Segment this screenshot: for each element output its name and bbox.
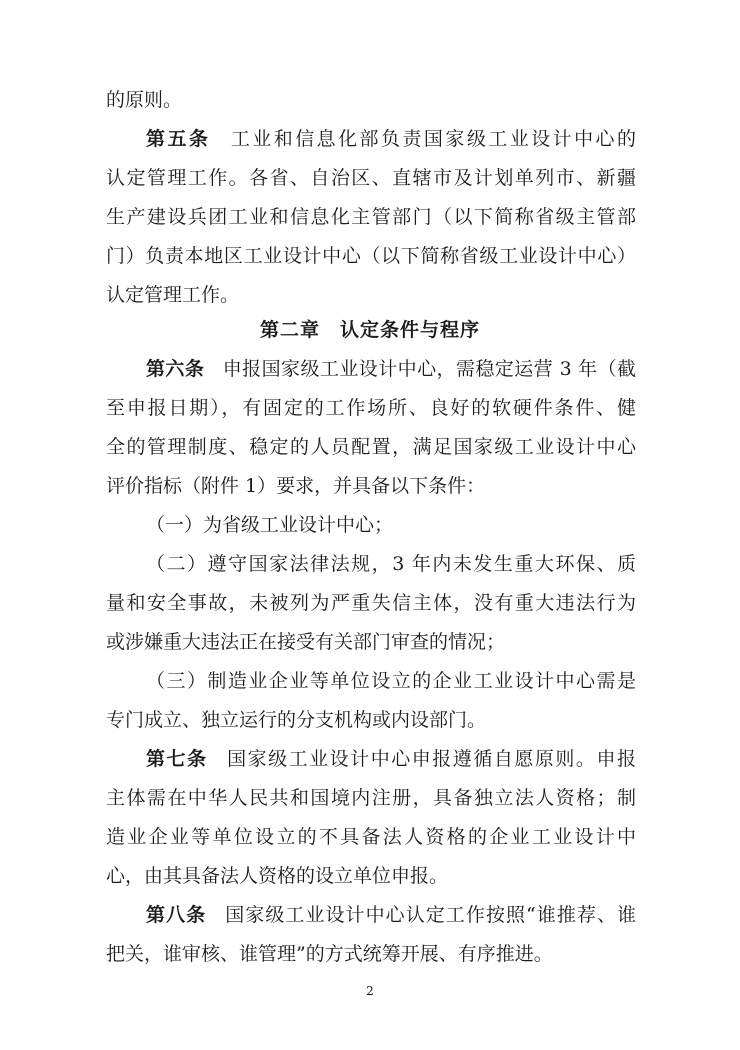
paragraph-line: 门）负责本地区工业设计中心（以下简称省级工业设计中心） — [106, 245, 636, 267]
paragraph-line: 主体需在中华人民共和国境内注册，具备独立法人资格；制 — [106, 787, 636, 809]
page-number: 2 — [366, 984, 374, 998]
paragraph-line: 全的管理制度、稳定的人员配置，满足国家级工业设计中心 — [106, 436, 636, 458]
article-7-label: 第七条 — [146, 748, 208, 770]
list-item-1: （一）为省级工业设计中心； — [146, 514, 394, 536]
article-6-first-line — [146, 358, 636, 380]
paragraph-line: 或涉嫌重大违法正在接受有关部门审查的情况； — [106, 631, 506, 653]
list-item-2: （二）遵守国家法律法规，3 年内未发生重大环保、质 — [146, 553, 636, 575]
paragraph-line: 造业企业等单位设立的不具备法人资格的企业工业设计中 — [106, 826, 636, 848]
chapter-heading: 第二章 认定条件与程序 — [259, 319, 480, 341]
article-5-first-line — [146, 128, 636, 150]
paragraph-line: 至申报日期），有固定的工作场所、良好的软硬件条件、健 — [106, 397, 636, 419]
article-6-label: 第六条 — [146, 358, 205, 380]
paragraph-line: 生产建设兵团工业和信息化主管部门（以下简称省级主管部 — [106, 206, 636, 228]
article-8-text: 国家级工业设计中心认定工作按照“谁推荐、谁 — [224, 904, 636, 926]
paragraph-line: 评价指标（附件 1）要求，并具备以下条件： — [106, 475, 486, 497]
paragraph-line: 把关，谁审核、谁管理”的方式统筹开展、有序推进。 — [106, 943, 553, 965]
list-item-3: （三）制造业企业等单位设立的企业工业设计中心需是 — [146, 670, 636, 692]
article-6-text: 申报国家级工业设计中心，需稳定运营 3 年（截 — [222, 358, 636, 380]
article-8-first-line — [146, 904, 636, 926]
paragraph-line: 量和安全事故，未被列为严重失信主体，没有重大违法行为 — [106, 592, 636, 614]
article-7-first-line — [146, 748, 636, 770]
article-7-text: 国家级工业设计中心申报遵循自愿原则。申报 — [225, 748, 636, 770]
paragraph-line: 心，由其具备法人资格的设立单位申报。 — [106, 865, 449, 887]
article-5-label: 第五条 — [146, 128, 211, 150]
paragraph-line: 认定管理工作。 — [106, 284, 240, 306]
paragraph-line: 的原则。 — [106, 89, 183, 111]
paragraph-line: 专门成立、独立运行的分支机构或内设部门。 — [106, 709, 487, 731]
paragraph-line: 认定管理工作。各省、自治区、直辖市及计划单列市、新疆 — [106, 167, 636, 189]
article-5-text: 工业和信息化部负责国家级工业设计中心的 — [228, 128, 636, 150]
article-8-label: 第八条 — [146, 904, 207, 926]
